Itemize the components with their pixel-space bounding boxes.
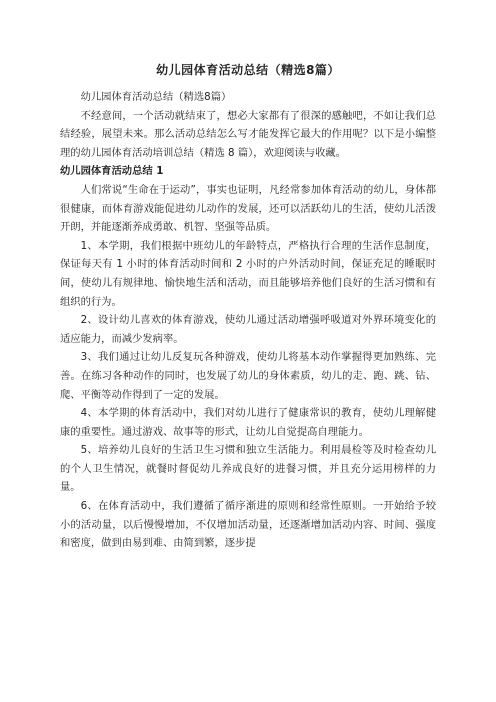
body-paragraph: 5、培养幼儿良好的生活卫生习惯和独立生活能力。利用晨检等及时检查幼儿的个人卫生情况，就餐时督促幼儿养成良好的进餐习惯，并且充分运用榜样的力量。 — [60, 444, 436, 494]
section-heading: 幼儿园体育活动总结 1 — [60, 165, 164, 178]
body-paragraph: 1、本学期，我们根据中班幼儿的年龄特点，严格执行合理的生活作息制度，保证每天有 1 小时的体育活动时间和 2 小时的户外活动时间，保证充足的睡眠时间，使幼儿有规律地、愉快地生活和活动，而且能够培养他们良好的生活习惯和有组织的行为。 — [60, 239, 436, 308]
body-paragraph: 2、设计幼儿喜欢的体育游戏，使幼儿通过活动增强呼吸道对外界环境变化的适应能力，而减少发病率。 — [60, 314, 436, 345]
body-paragraph: 6、在体育活动中，我们遵循了循序渐进的原则和经常性原则。一开始给予较小的活动量，以后慢慢增加，不仅增加活动量，还逐渐增加活动内容、时间、强度和密度，做到由易到难、由简到繁，逐步提 — [60, 500, 436, 550]
body-paragraph: 4、本学期的体育活动中，我们对幼儿进行了健康常识的教育，使幼儿理解健康的重要性。通过游戏、故事等的形式，让幼儿自觉提高自理能力。 — [60, 407, 436, 438]
document-body — [60, 88, 436, 553]
document-title: 幼儿园体育活动总结（精选8篇） — [156, 63, 340, 77]
intro-subtitle: 幼儿园体育活动总结（精选8篇） — [80, 91, 232, 103]
intro-paragraph: 不经意间，一个活动就结束了，想必大家都有了很深的感触吧，不如让我们总结经验，展望未来。那么活动总结怎么写才能发挥它最大的作用呢？以下是小编整理的幼儿园体育活动培训总结（精选 8 篇），欢迎阅读与收藏。 — [60, 109, 436, 159]
body-paragraph: 人们常说“生命在于运动”，事实也证明，凡经常参加体育活动的幼儿，身体都很健康，而体育游戏能促进幼儿动作的发展，还可以活跃幼儿的生活，使幼儿活泼开朗，并能逐渐养成勇敢、机智、坚强等品质。 — [60, 183, 436, 234]
body-paragraph: 3、我们通过让幼儿反复玩各种游戏，使幼儿将基本动作掌握得更加熟练、完善。在练习各种动作的同时，也发展了幼儿的身体素质，幼儿的走、跑、跳、钻、爬、平衡等动作得到了一定的发展。 — [60, 351, 436, 401]
